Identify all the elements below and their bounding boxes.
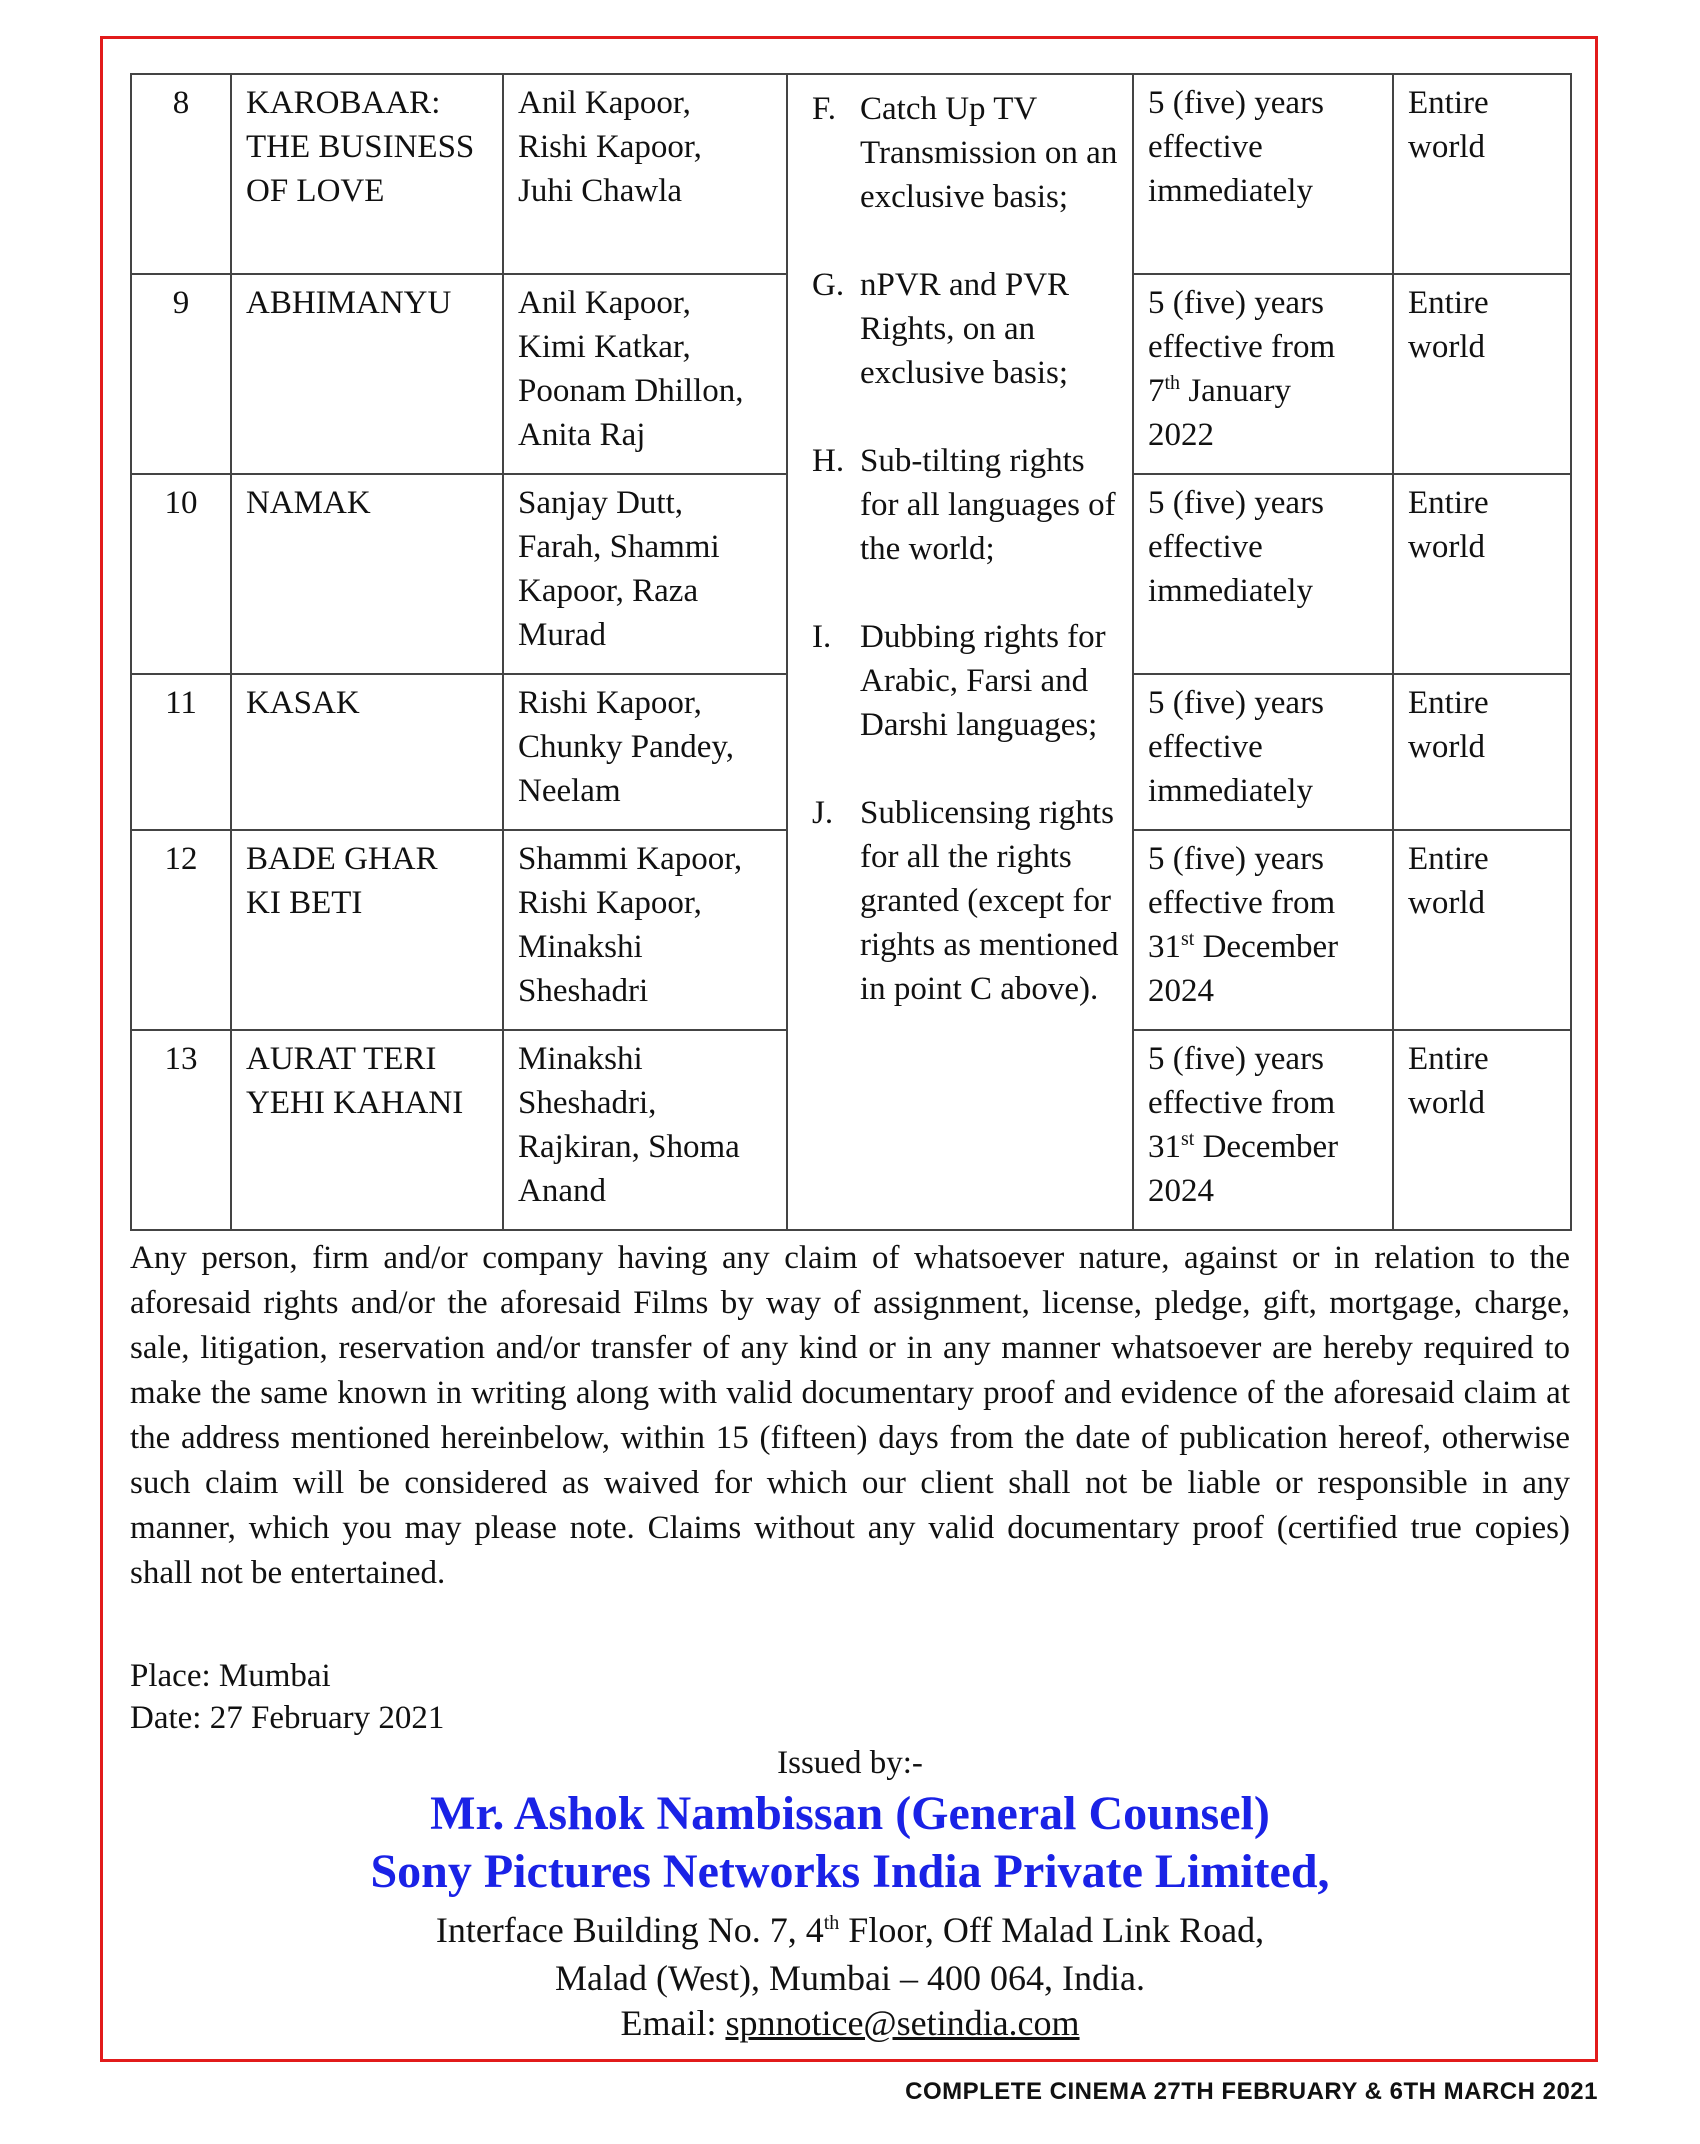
- issued-by-label: Issued by:-: [777, 1745, 923, 1781]
- film-title: NAMAK: [231, 474, 503, 674]
- film-term: 5 (five) years effective immediately: [1133, 474, 1393, 674]
- film-territory: Entire world: [1393, 1030, 1571, 1230]
- list-item: H. Sub-tilting rights for all languages of the world;: [812, 443, 1116, 567]
- film-number: 8: [131, 74, 231, 274]
- list-item: G. nPVR and PVR Rights, on an exclusive basis;: [812, 267, 1070, 391]
- film-term: 5 (five) years effective from 7th January 2022: [1133, 274, 1393, 474]
- film-number: 9: [131, 274, 231, 474]
- film-cast: Shammi Kapoor, Rishi Kapoor, Minakshi Sheshadri: [503, 830, 787, 1030]
- email-line: [0, 2000, 1700, 2046]
- film-number: 11: [131, 674, 231, 830]
- film-territory: Entire world: [1393, 74, 1571, 274]
- date-line: Date: 27 February 2021: [130, 1700, 445, 1736]
- film-title: KASAK: [231, 674, 503, 830]
- film-territory: Entire world: [1393, 274, 1571, 474]
- films-table: [130, 73, 1572, 1231]
- film-cast: Anil Kapoor, Kimi Katkar, Poonam Dhillon, Anita Raj: [503, 274, 787, 474]
- place-line: Place: Mumbai: [130, 1658, 331, 1694]
- company-name: Sony Pictures Networks India Private Limited,: [370, 1845, 1330, 1898]
- film-term: 5 (five) years effective from 31st December 2024: [1133, 830, 1393, 1030]
- film-title: ABHIMANYU: [231, 274, 503, 474]
- film-number: 13: [131, 1030, 231, 1230]
- notice-paragraph: Any person, firm and/or company having any claim of whatsoever nature, against or in relation to the aforesaid rights and/or the aforesaid Films by way of assignment, license, pledge, gift, mortgage, charge, sale, litigation, reservation and/or transfer of any kind or in any manner whatsoever are hereby required to make the same known in writing along with valid documentary proof and evidence of the aforesaid claim at the address mentioned hereinbelow, within 15 (fifteen) days from the date of publication hereof, otherwise such claim will be considered as waived for which our client shall not be liable or responsible in any manner, which you may please note. Claims without any valid documentary proof (certified true copies) shall not be entertained.: [130, 1240, 1570, 1591]
- film-title: BADE GHAR KI BETI: [231, 830, 503, 1030]
- film-term: 5 (five) years effective from 31st December 2024: [1133, 1030, 1393, 1230]
- address-line-2: Malad (West), Mumbai – 400 064, India.: [555, 1958, 1145, 1998]
- film-number: 12: [131, 830, 231, 1030]
- film-cast: Anil Kapoor, Rishi Kapoor, Juhi Chawla: [503, 74, 787, 274]
- list-item: J. Sublicensing rights for all the rights granted (except for rights as mentioned in point C above).: [812, 795, 1119, 1007]
- publication-footer: COMPLETE CINEMA 27TH FEBRUARY & 6TH MARCH 2021: [905, 2078, 1598, 2105]
- film-number: 10: [131, 474, 231, 674]
- list-item: F. Catch Up TV Transmission on an exclusive basis;: [812, 91, 1118, 215]
- film-term: 5 (five) years effective immediately: [1133, 674, 1393, 830]
- rights-cell: [787, 74, 1133, 1230]
- address-line-1: Interface Building No. 7, 4th Floor, Off Malad Link Road,: [435, 1910, 1265, 1950]
- film-territory: Entire world: [1393, 474, 1571, 674]
- film-title: AURAT TERI YEHI KAHANI: [231, 1030, 503, 1230]
- film-territory: Entire world: [1393, 830, 1571, 1030]
- email-label: Email:: [620, 2003, 726, 2043]
- film-term: 5 (five) years effective immediately: [1133, 74, 1393, 274]
- film-cast: Minakshi Sheshadri, Rajkiran, Shoma Anand: [503, 1030, 787, 1230]
- email-link[interactable]: spnnotice@setindia.com: [725, 2003, 1080, 2043]
- rights-list: [788, 75, 1132, 1011]
- issuer-name: Mr. Ashok Nambissan (General Counsel): [430, 1787, 1270, 1840]
- table-row: [131, 74, 1571, 274]
- film-title: KAROBAAR: THE BUSINESS OF LOVE: [231, 74, 503, 274]
- film-cast: Sanjay Dutt, Farah, Shammi Kapoor, Raza Murad: [503, 474, 787, 674]
- film-territory: Entire world: [1393, 674, 1571, 830]
- film-cast: Rishi Kapoor, Chunky Pandey, Neelam: [503, 674, 787, 830]
- list-item: I. Dubbing rights for Arabic, Farsi and Darshi languages;: [812, 619, 1106, 743]
